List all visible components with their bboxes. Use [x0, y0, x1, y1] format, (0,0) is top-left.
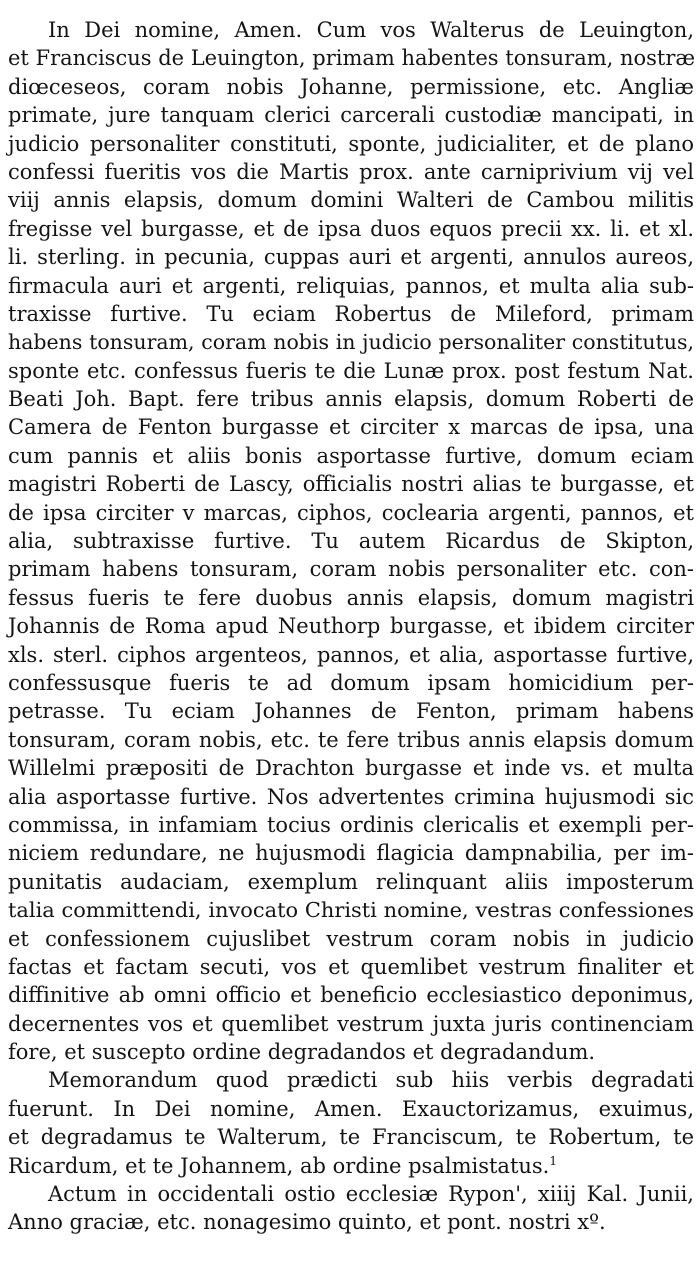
text-line: confessi fueritis vos die Martis prox. ante carniprivium vij vel — [8, 159, 694, 184]
text-line: viij annis elapsis, domum domini Walteri de Cambou militis — [8, 188, 694, 213]
text-line: commissa, in infamiam tocius ordinis clericalis et exempli per- — [8, 812, 694, 837]
text-line: diœceseos, coram nobis Johanne, permissione, etc. Angliæ — [8, 74, 694, 99]
text-line: xls. sterl. ciphos argenteos, pannos, et alia, asportasse furtive, — [8, 642, 694, 667]
text-line: Anno graciæ, etc. nonagesimo quinto, et pont. nostri xº. — [8, 1210, 606, 1235]
text-line-content: Ricardum, et te Johannem, ab ordine psalmistatus. — [8, 1153, 550, 1178]
text-line: primam habens tonsuram, coram nobis personaliter etc. con- — [8, 557, 694, 582]
text-line — [8, 1152, 694, 1180]
text-line: fessus fueris te fere duobus annis elapsis, domum magistri — [8, 585, 694, 610]
text-line: li. sterling. in pecunia, cuppas auri et argenti, annulos aureos, — [8, 245, 694, 270]
text-line: punitatis audaciam, exemplum relinquant aliis imposterum — [8, 869, 694, 894]
text-line: Beati Joh. Bapt. fere tribus annis elapsis, domum Roberti de — [8, 387, 694, 412]
text-line: In Dei nomine, Amen. Cum vos Walterus de Leuington, — [48, 18, 694, 42]
text-line: fregisse vel burgasse, et de ipsa duos equos precii xx. li. et xl. — [8, 216, 694, 241]
text-line: traxisse furtive. Tu eciam Robertus de Mileford, primam — [8, 301, 694, 326]
text-line: magistri Roberti de Lascy, officialis nostri alias te burgasse, et — [8, 472, 694, 497]
text-line: judicio personaliter constituti, sponte, judicialiter, et de plano — [8, 131, 694, 156]
text-line: talia committendi, invocato Christi nomine, vestras confessiones — [8, 898, 694, 923]
footnote-marker: 1 — [549, 1153, 557, 1168]
text-line: et Franciscus de Leuington, primam habentes tonsuram, nostræ — [8, 46, 696, 71]
text-line: niciem redundare, ne hujusmodi flagicia dampnabilia, per im- — [8, 841, 694, 866]
text-line: Willelmi præpositi de Drachton burgasse et inde vs. et multa — [8, 756, 694, 781]
text-line: confessusque fueris te ad domum ipsam homicidium per- — [8, 670, 694, 695]
text-line: sponte etc. confessus fueris te die Lunæ prox. post festum Nat. — [8, 358, 694, 383]
text-line: et degradamus te Walterum, te Franciscum, te Robertum, te — [8, 1125, 694, 1150]
text-line: de ipsa circiter v marcas, ciphos, coclearia argenti, pannos, et — [8, 500, 694, 525]
text-line: alia asportasse furtive. Nos advertentes crimina hujusmodi sic — [8, 784, 694, 809]
text-line: Actum in occidentali ostio ecclesiæ Rypon', xiiij Kal. Junii, — [48, 1182, 694, 1207]
text-line: habens tonsuram, coram nobis in judicio personaliter constitutus, — [8, 330, 694, 355]
text-line: fuerunt. In Dei nomine, Amen. Exauctorizamus, exuimus, — [8, 1096, 694, 1121]
text-line: diffinitive ab omni officio et beneficio ecclesiastico deponimus, — [8, 983, 694, 1008]
text-line: alia, subtraxisse furtive. Tu autem Ricardus de Skipton, — [8, 529, 694, 554]
text-line: Camera de Fenton burgasse et circiter x marcas de ipsa, una — [8, 415, 694, 440]
paragraph-actum — [8, 1180, 694, 1237]
text-line: Johannis de Roma apud Neuthorp burgasse, et ibidem circiter — [8, 614, 694, 639]
text-line: tonsuram, coram nobis, etc. te fere tribus annis elapsis domum — [8, 727, 694, 752]
text-line: firmacula auri et argenti, reliquias, pannos, et multa alia sub- — [8, 273, 694, 298]
text-line: cum pannis et aliis bonis asportasse furtive, domum eciam — [8, 443, 694, 468]
text-line: factas et factam secuti, vos et quemlibet vestrum finaliter et — [8, 954, 694, 979]
paragraph-sentence — [8, 16, 694, 1066]
text-line: fore, et suscepto ordine degradandos et degradandum. — [8, 1040, 596, 1065]
paragraph-memorandum — [8, 1066, 694, 1180]
text-line: Memorandum quod prædicti sub hiis verbis degradati — [48, 1068, 694, 1093]
text-line: petrasse. Tu eciam Johannes de Fenton, primam habens — [8, 699, 694, 724]
text-line: decernentes vos et quemlibet vestrum juxta juris continenciam — [8, 1011, 694, 1036]
text-line: primate, jure tanquam clerici carcerali custodiæ mancipati, in — [8, 103, 694, 128]
body-text — [8, 16, 694, 1237]
text-line: et confessionem cujuslibet vestrum coram nobis in judicio — [8, 926, 694, 951]
